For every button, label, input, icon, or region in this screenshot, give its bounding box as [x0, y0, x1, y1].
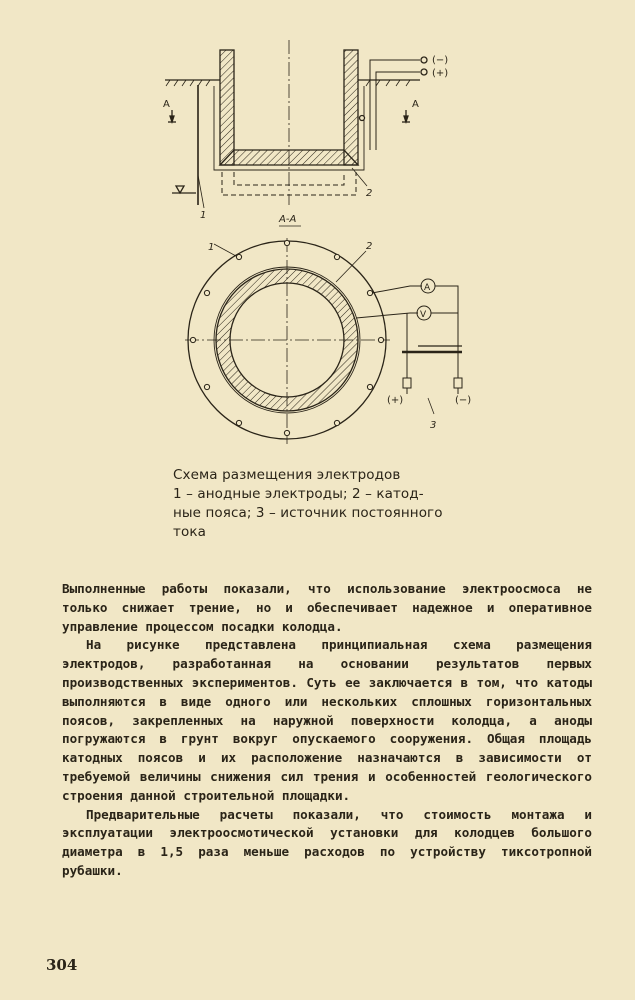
callout-3: 3	[430, 420, 437, 431]
caption-line-2: 1 – анодные электроды; 2 – катод-	[173, 486, 424, 502]
source-minus-label: (−)	[455, 395, 472, 406]
callout-2-plan: 2	[366, 241, 373, 252]
callout-1-plan: 1	[208, 242, 215, 253]
source-plus-label: (+)	[387, 395, 404, 406]
caption-line-1: Схема размещения электродов	[173, 467, 401, 483]
ammeter-label: A	[424, 283, 431, 293]
callout-2-upper: 2	[366, 188, 373, 199]
caption-line-3: ные пояса; 3 – источник постоянного	[173, 505, 443, 521]
section-title: A-A	[279, 214, 297, 225]
voltmeter-label: V	[420, 310, 427, 320]
paragraph-1: Выполненные работы показали, что использование электроосмоса не только снижает трение, но и обеспечивает надежное и оперативное управление процессом посадки колодца.	[62, 581, 592, 634]
terminal-minus-label: (−)	[432, 55, 449, 66]
electrode-diagram	[0, 0, 635, 460]
callout-1-upper: 1	[200, 210, 207, 221]
caption-line-4: тока	[173, 524, 206, 540]
page-number: 304	[46, 956, 78, 974]
figure-caption	[173, 466, 493, 542]
elevation-view	[165, 40, 427, 208]
dc-source-circuit	[356, 279, 462, 414]
section-mark-left: A	[163, 99, 170, 110]
section-mark-right: A	[412, 99, 419, 110]
terminal-plus-label: (+)	[432, 68, 449, 79]
paragraph-2: На рисунке представлена принципиальная схема размещения электродов, разработанная на основании результатов первых производственных экспериментов. Суть ее заключается в том, что катоды выполняются в виде одного или нескольких сплошных горизонтальных поясов, закрепленных на наружной поверхности колодца, а аноды погружаются в грунт вокруг опускаемого сооружения. Общая площадь катодных поясов и их расположение назначаются в зависимости от требуемой величины снижения сил трения и особенностей геологического строения данной строительной площадки.	[62, 637, 592, 803]
body-text	[62, 580, 592, 881]
plan-section	[185, 238, 390, 444]
paragraph-3: Предварительные расчеты показали, что стоимость монтажа и эксплуатации электроосмотической установки для колодцев большого диаметра в 1,5 раза меньше расходов по устройству тиксотропной рубашки.	[62, 806, 592, 878]
